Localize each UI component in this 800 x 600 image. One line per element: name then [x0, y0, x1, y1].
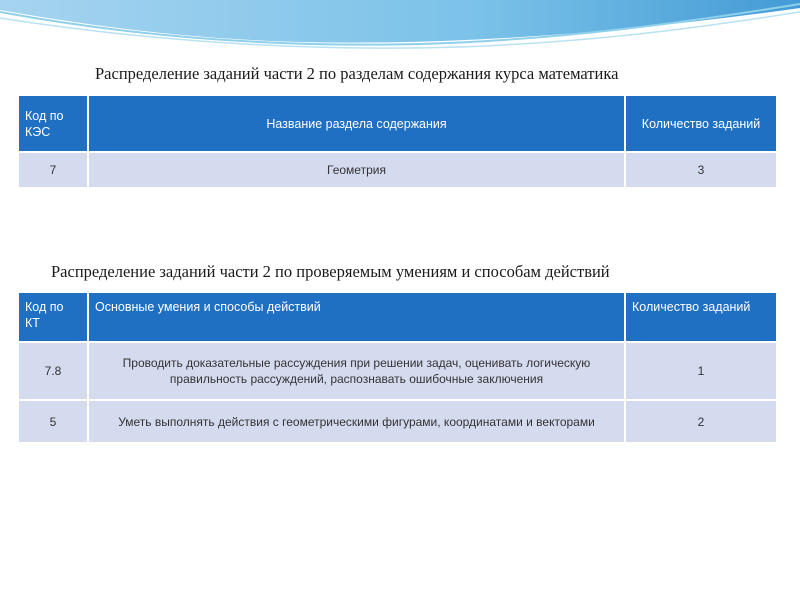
cell-skill: Проводить доказательные рассуждения при решении задач, оценивать логическую правильность рассуждений, распознавать ошибочные заключения: [89, 343, 624, 399]
cell-code: 5: [19, 401, 87, 442]
cell-section-name: Геометрия: [89, 153, 624, 187]
cell-skill: Уметь выполнять действия с геометрическими фигурами, координатами и векторами: [89, 401, 624, 442]
cell-count: 2: [626, 401, 776, 442]
column-header-section-name: Название раздела содержания: [89, 96, 624, 151]
table-header-row: [19, 293, 776, 341]
skills-table: [17, 291, 778, 444]
cell-code: 7: [19, 153, 87, 187]
sections-table: [17, 94, 778, 189]
slide-title-sections: Распределение заданий части 2 по разделам содержания курса математика: [95, 64, 619, 83]
column-header-skills: Основные умения и способы действий: [89, 293, 624, 341]
cell-code: 7.8: [19, 343, 87, 399]
decorative-wave: [0, 0, 800, 60]
column-header-code: Код по КТ: [19, 293, 87, 341]
table-row: [19, 343, 776, 399]
table-row: [19, 401, 776, 442]
table-header-row: [19, 96, 776, 151]
slide-title-skills: Распределение заданий части 2 по проверяемым умениям и способам действий: [51, 262, 610, 281]
table-row: [19, 153, 776, 187]
cell-count: 1: [626, 343, 776, 399]
column-header-code: Код по КЭС: [19, 96, 87, 151]
column-header-count: Количество заданий: [626, 96, 776, 151]
column-header-count: Количество заданий: [626, 293, 776, 341]
cell-count: 3: [626, 153, 776, 187]
